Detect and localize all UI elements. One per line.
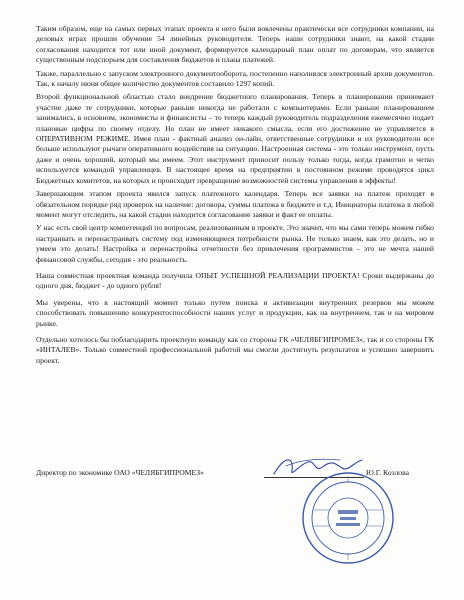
paragraph-3: Второй функциональной областью стало внедрение бюджетного планирования. Теперь в планировании принимают участие даже те сотрудники, которые раньше никогда не работали с компьютерами. Если раньше планированием занимались, в основном, экономисты и финансисты – то теперь каждый руководитель подразделения ежемесячно подает плановые цифры по своему отделу. Но план не имеет никакого смысла, если его достижение не управляется в ОПЕРАТИВНОМ РЕЖИМЕ. Имея план - фактный анализ он-лайн, ответственные сотрудники и их руководители все больше используют рычаги оперативного воздействия на ситуацию. Настроенная система - это только инструмент, пусть даже и очень хороший, который мы имеем. Этот инструмент приносит пользу только тогда, когда грамотно и четко используется командой управленцев. В настоящее время на предприятии в постоянном режиме проводятся цикл Бюджетных комитетов, на которых и происходит превращение возможностей системы управления в эффекты! xyxy=(36,92,434,185)
signatory-role: Директор по экономике ОАО «ЧЕЛЯБГИПРОМЕЗ» xyxy=(36,468,204,477)
paragraph-5: У нас есть свой центр компетенций по вопросам, реализованным в проекте. Это значит, что мы сами теперь можем гибко настраивать и перенастраивать систему под изменяющиеся потребности рынка. Не только знаем, как это делать, но и умеем это делать! Настройка и перенастройка отчетности без привлечения программистов - это не мечта нашей финансовой службы, сегодня - это реальность. xyxy=(36,223,434,264)
paragraph-1: Таким образом, еще на самых первых этапах проекта в него были вовлечены практически все сотрудники компании, на деловых играх прошли обучение 54 линейных руководителя. Теперь наши сотрудники знают, на какой стадии согласования находится тот или иной документ, формируется календарный план оплат по договорам, что является существенным подспорьем для составления бюджетов и плана платежей. xyxy=(36,24,434,65)
paragraph-8: Отдельно хотелось бы поблагодарить проектную команду как со стороны ГК «ЧЕЛЯБГИПРОМЕЗ», так и со стороны ГК «ИНТАЛЕВ». Только совместной профессиональной работой мы смогли достигнуть результатов и успешно завершить проект. xyxy=(36,334,434,365)
signatory-name: Ю.Г. Козлова xyxy=(366,468,409,477)
paragraph-7: Мы уверены, что в настоящий момент только путем поиска и активизации внутренних резервов мы можем способствовать повышению конкурентоспособности наших услуг и продукции, как на внутреннем, так и на мировом рынке. xyxy=(36,297,434,328)
paragraph-6: Наша совместная проектная команда получила ОПЫТ УСПЕШНОЙ РЕАЛИЗАЦИИ ПРОЕКТА! Сроки выдержаны до одного дня, бюджет - до одного рубля! xyxy=(36,270,434,291)
paragraph-4: Завершающим этапом проекта явился запуск платежного календаря. Теперь все заявки на платеж проходят в обязательном порядке ряд проверок на наличие: договора, суммы платежа в бюджете и т.д. Инициаторы платежа в любой момент могут отследить, на какой стадии находится согласование заявки и факт ее оплаты. xyxy=(36,189,434,219)
paragraph-2: Также, параллельно с запуском электронного документооборота, постепенно наполнялся электронный архив документов. Так, к началу июня общее количество документов составило 1297 копий. xyxy=(36,68,434,89)
letter-body xyxy=(36,24,434,369)
company-seal-icon xyxy=(300,470,396,566)
